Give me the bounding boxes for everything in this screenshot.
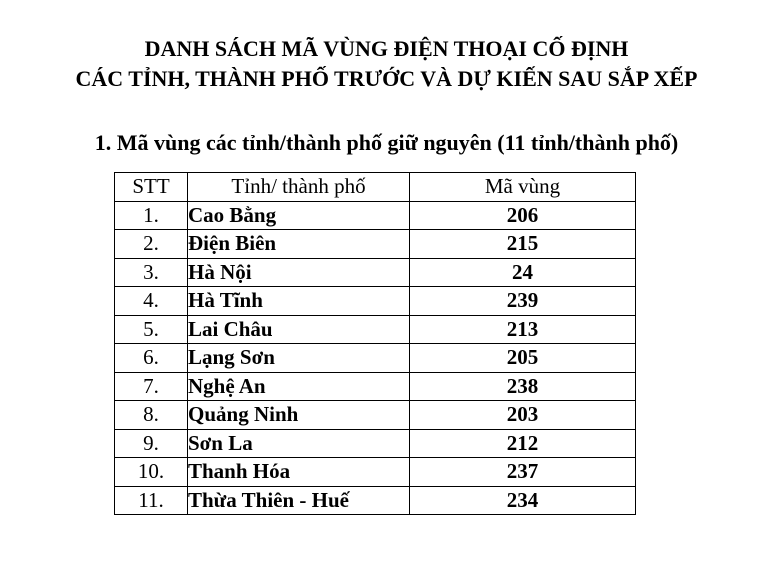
- row-province: Cao Bằng: [188, 201, 410, 230]
- row-province: Hà Nội: [188, 258, 410, 287]
- row-area-code: 215: [410, 230, 636, 259]
- row-area-code: 234: [410, 486, 636, 515]
- row-area-code: 203: [410, 401, 636, 430]
- row-stt: 1.: [115, 201, 188, 230]
- table-row: [115, 201, 636, 230]
- row-area-code: 205: [410, 344, 636, 373]
- row-area-code: 237: [410, 458, 636, 487]
- row-stt: 6.: [115, 344, 188, 373]
- row-area-code: 206: [410, 201, 636, 230]
- header-area-code: Mã vùng: [410, 173, 636, 202]
- row-province: Thanh Hóa: [188, 458, 410, 487]
- row-stt: 4.: [115, 287, 188, 316]
- table-row: [115, 486, 636, 515]
- row-province: Hà Tĩnh: [188, 287, 410, 316]
- table-row: [115, 401, 636, 430]
- table-row: [115, 315, 636, 344]
- document-title-line-2: CÁC TỈNH, THÀNH PHỐ TRƯỚC VÀ DỰ KIẾN SAU SẮP XẾP: [75, 66, 698, 91]
- row-province: Nghệ An: [188, 372, 410, 401]
- row-stt: 5.: [115, 315, 188, 344]
- table-row: [115, 429, 636, 458]
- header-stt: STT: [115, 173, 188, 202]
- table-row: [115, 344, 636, 373]
- row-area-code: 24: [410, 258, 636, 287]
- row-stt: 9.: [115, 429, 188, 458]
- table-header-row: [115, 173, 636, 202]
- row-province: Sơn La: [188, 429, 410, 458]
- row-stt: 7.: [115, 372, 188, 401]
- row-stt: 2.: [115, 230, 188, 259]
- row-area-code: 213: [410, 315, 636, 344]
- row-stt: 8.: [115, 401, 188, 430]
- table-row: [115, 458, 636, 487]
- table-row: [115, 230, 636, 259]
- document-title-line-1: DANH SÁCH MÃ VÙNG ĐIỆN THOẠI CỐ ĐỊNH: [144, 36, 629, 61]
- row-area-code: 238: [410, 372, 636, 401]
- row-province: Lạng Sơn: [188, 344, 410, 373]
- row-province: Thừa Thiên - Huế: [188, 486, 410, 515]
- header-province: Tỉnh/ thành phố: [188, 173, 410, 202]
- row-area-code: 212: [410, 429, 636, 458]
- table-row: [115, 258, 636, 287]
- row-stt: 3.: [115, 258, 188, 287]
- row-province: Điện Biên: [188, 230, 410, 259]
- row-province: Lai Châu: [188, 315, 410, 344]
- area-code-table: [114, 172, 636, 515]
- table-row: [115, 287, 636, 316]
- section-heading: 1. Mã vùng các tỉnh/thành phố giữ nguyên (11 tỉnh/thành phố): [94, 130, 679, 155]
- table-row: [115, 372, 636, 401]
- row-stt: 10.: [115, 458, 188, 487]
- row-stt: 11.: [115, 486, 188, 515]
- row-area-code: 239: [410, 287, 636, 316]
- row-province: Quảng Ninh: [188, 401, 410, 430]
